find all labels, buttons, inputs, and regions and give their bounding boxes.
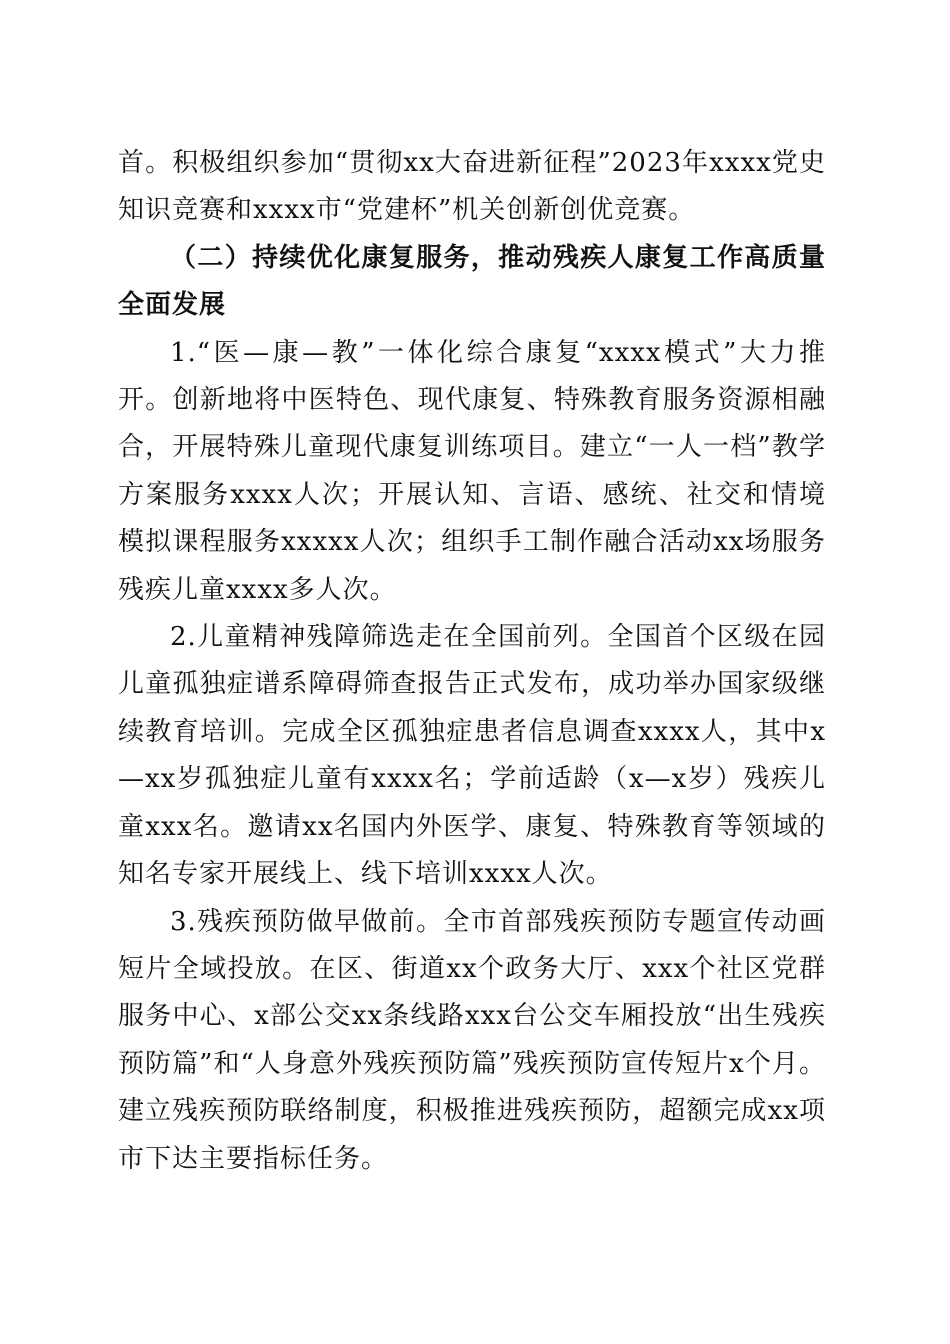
item-3-paragraph: 3.残疾预防做早做前。全市首部残疾预防专题宣传动画短片全域投放。在区、街道xx个政务大厅、xxx个社区党群服务中心、x部公交xx条线路xxx台公交车厢投放“出生残疾预防篇”和“人身意外残疾预防篇”残疾预防宣传短片x个月。建立残疾预防联络制度，积极推进残疾预防，超额完成xx项市下达主要指标任务。 — [118, 906, 826, 1174]
section-heading: （二）持续优化康复服务，推动残疾人康复工作高质量全面发展 — [118, 242, 826, 321]
item-2-paragraph: 2.儿童精神残障筛选走在全国前列。全国首个区级在园儿童孤独症谱系障碍筛查报告正式发布，成功举办国家级继续教育培训。完成全区孤独症患者信息调查xxxx人，其中x—xx岁孤独症儿童有xxxx名；学前适龄（x—x岁）残疾儿童xxx名。邀请xx名国内外医学、康复、特殊教育等领域的知名专家开展线上、线下培训xxxx人次。 — [118, 622, 826, 890]
item-1-paragraph: 1.“医—康—教”一体化综合康复“xxxx模式”大力推开。创新地将中医特色、现代康复、特殊教育服务资源相融合，开展特殊儿童现代康复训练项目。建立“一人一档”教学方案服务xxxx人次；开展认知、言语、感统、社交和情境模拟课程服务xxxxx人次；组织手工制作融合活动xx场服务残疾儿童xxxx多人次。 — [118, 337, 826, 605]
document-body — [118, 140, 826, 1183]
continuation-paragraph: 首。积极组织参加“贯彻xx大奋进新征程”2023年xxxx党史知识竞赛和xxxx市“党建杯”机关创新创优竞赛。 — [118, 148, 826, 226]
